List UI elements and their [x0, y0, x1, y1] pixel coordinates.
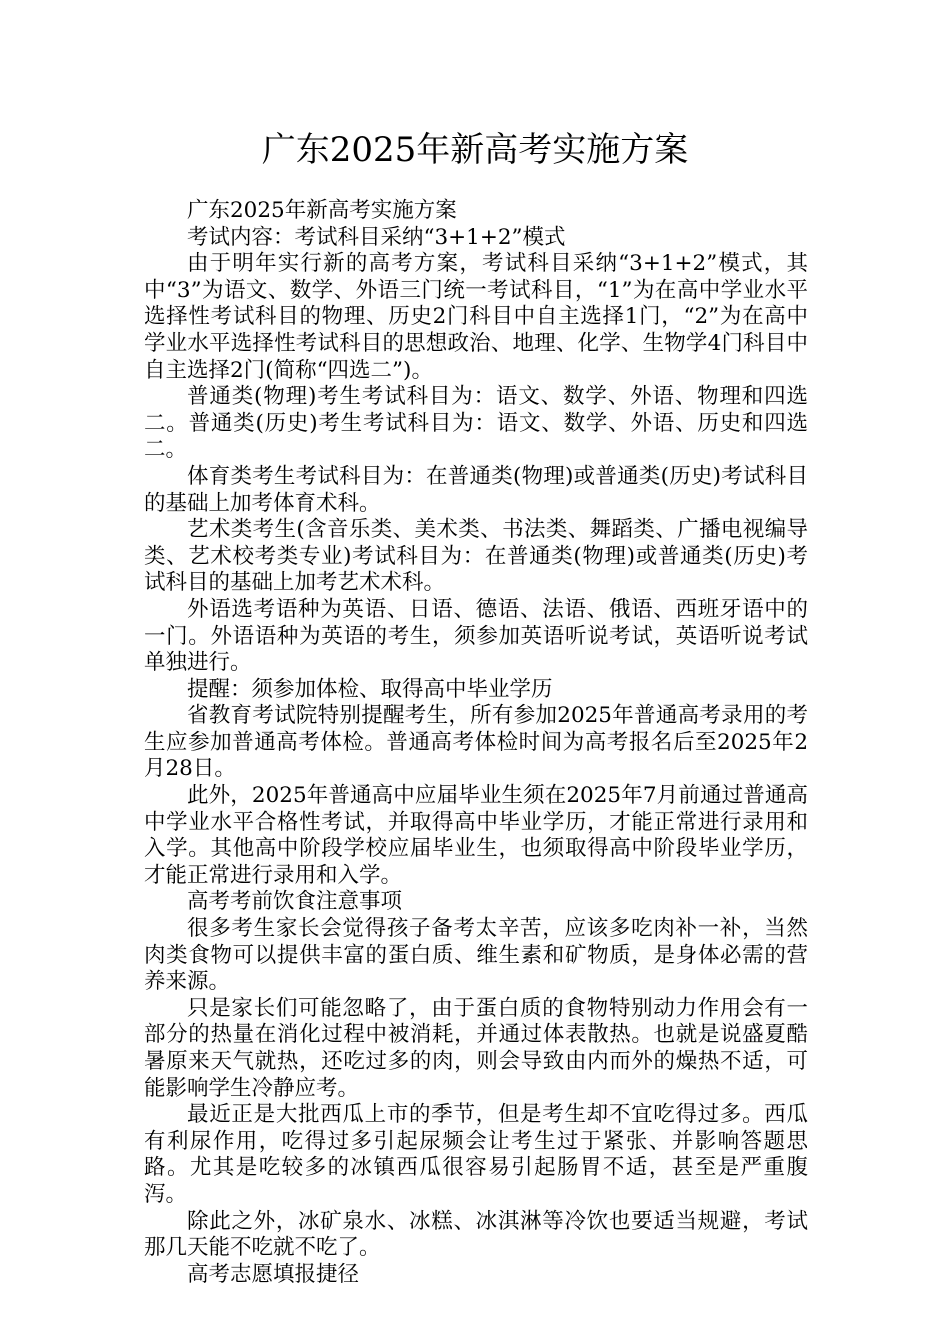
paragraph: 此外，2025年普通高中应届毕业生须在2025年7月前通过普通高中学业水平合格性考试，并取得高中毕业学历，才能正常进行录用和入学。其他高中阶段学校应届毕业生，也须取得高中阶段毕业学历，才能正常进行录用和入学。	[144, 783, 808, 888]
section-heading: 高考考前饮食注意事项	[187, 889, 403, 915]
paragraph: 最近正是大批西瓜上市的季节，但是考生却不宜吃得过多。西瓜有利尿作用，吃得过多引起尿频会让考生过于紧张、并影响答题思路。尤其是吃较多的冰镇西瓜很容易引起肠胃不适，甚至是严重腹泻。	[144, 1102, 808, 1207]
paragraph: 艺术类考生(含音乐类、美术类、书法类、舞蹈类、广播电视编导类、艺术校考类专业)考试科目为：在普通类(物理)或普通类(历史)考试科目的基础上加考艺术术科。	[144, 517, 808, 596]
section-heading: 提醒：须参加体检、取得高中毕业学历	[187, 676, 553, 702]
paragraph: 广东2025年新高考实施方案	[187, 198, 457, 223]
paragraph: 除此之外，冰矿泉水、冰糕、冰淇淋等冷饮也要适当规避，考试那几天能不吃就不吃了。	[144, 1208, 808, 1261]
document-title: 广东2025年新高考实施方案	[261, 130, 689, 170]
document-body	[144, 198, 808, 1288]
section-heading: 考试内容：考试科目采纳“3+1+2”模式	[187, 224, 566, 250]
paragraph: 省教育考试院特别提醒考生，所有参加2025年普通高考录用的考生应参加普通高考体检。普通高考体检时间为高考报名后至2025年2月28日。	[144, 703, 808, 782]
paragraph: 外语选考语种为英语、日语、德语、法语、俄语、西班牙语中的一门。外语语种为英语的考生，须参加英语听说考试，英语听说考试单独进行。	[144, 596, 808, 676]
paragraph: 只是家长们可能忽略了，由于蛋白质的食物特别动力作用会有一部分的热量在消化过程中被消耗，并通过体表散热。也就是说盛夏酷暑原来天气就热，还吃过多的肉，则会导致由内而外的燥热不适，可能影响学生冷静应考。	[144, 995, 808, 1101]
paragraph: 很多考生家长会觉得孩子备考太辛苦，应该多吃肉补一补，当然肉类食物可以提供丰富的蛋白质、维生素和矿物质，是身体必需的营养来源。	[144, 916, 808, 995]
section-heading: 高考志愿填报捷径	[187, 1261, 360, 1287]
paragraph: 由于明年实行新的高考方案，考试科目采纳“3+1+2”模式，其中“3”为语文、数学、外语三门统一考试科目，“1”为在高中学业水平选择性考试科目的物理、历史2门科目中自主选择1门，“2”为在高中学业水平选择性考试科目的思想政治、地理、化学、生物学4门科目中自主选择2门(简称“四选二”)。	[144, 251, 808, 383]
paragraph: 体育类考生考试科目为：在普通类(物理)或普通类(历史)考试科目的基础上加考体育术科。	[144, 463, 808, 516]
paragraph: 普通类(物理)考生考试科目为：语文、数学、外语、物理和四选二。普通类(历史)考生考试科目为：语文、数学、外语、历史和四选二。	[144, 384, 808, 463]
